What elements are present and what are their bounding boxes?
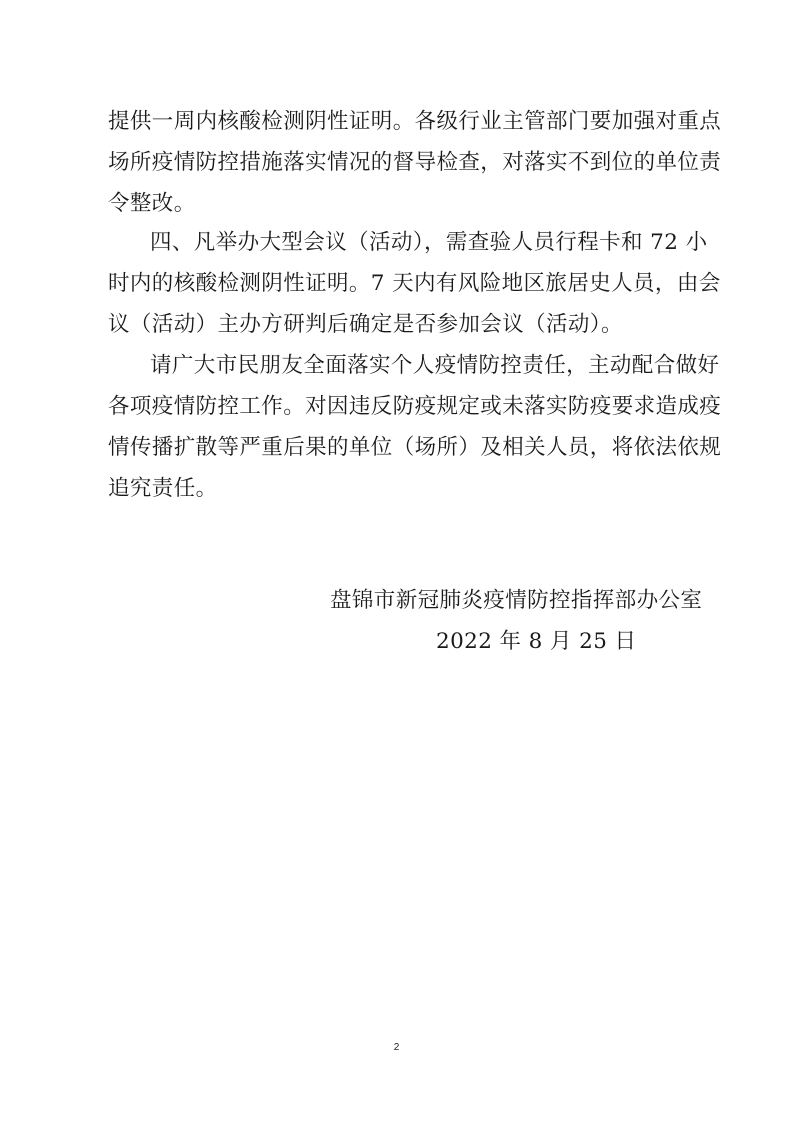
- paragraph-3-line-1: 请广大市民朋友全面落实个人疫情防控责任，主动配合做好: [150, 353, 720, 378]
- paragraph-1-line-2: 场所疫情防控措施落实情况的督导检查，对落实不到位的单位责: [108, 150, 722, 175]
- paragraph-2-line-1: 四、凡举办大型会议（活动），需查验人员行程卡和 72 小: [150, 230, 708, 255]
- paragraph-3-line-2: 各项疫情防控工作。对因违反防疫规定或未落实防疫要求造成疫: [108, 394, 722, 419]
- signature-organization: 盘锦市新冠肺炎疫情防控指挥部办公室: [330, 588, 703, 613]
- paragraph-3-line-3: 情传播扩散等严重后果的单位（场所）及相关人员，将依法依规: [108, 435, 722, 460]
- paragraph-1-line-3: 令整改。: [108, 191, 196, 216]
- paragraph-2-line-2: 时内的核酸检测阴性证明。7 天内有风险地区旅居史人员，由会: [108, 271, 721, 296]
- paragraph-2-line-3: 议（活动）主办方研判后确定是否参加会议（活动）。: [108, 312, 623, 337]
- signature-date: 2022 年 8 月 25 日: [436, 629, 637, 654]
- paragraph-3-line-4: 追究责任。: [108, 476, 218, 501]
- page-number: 2: [393, 1042, 400, 1053]
- paragraph-1-line-1: 提供一周内核酸检测阴性证明。各级行业主管部门要加强对重点: [108, 109, 722, 134]
